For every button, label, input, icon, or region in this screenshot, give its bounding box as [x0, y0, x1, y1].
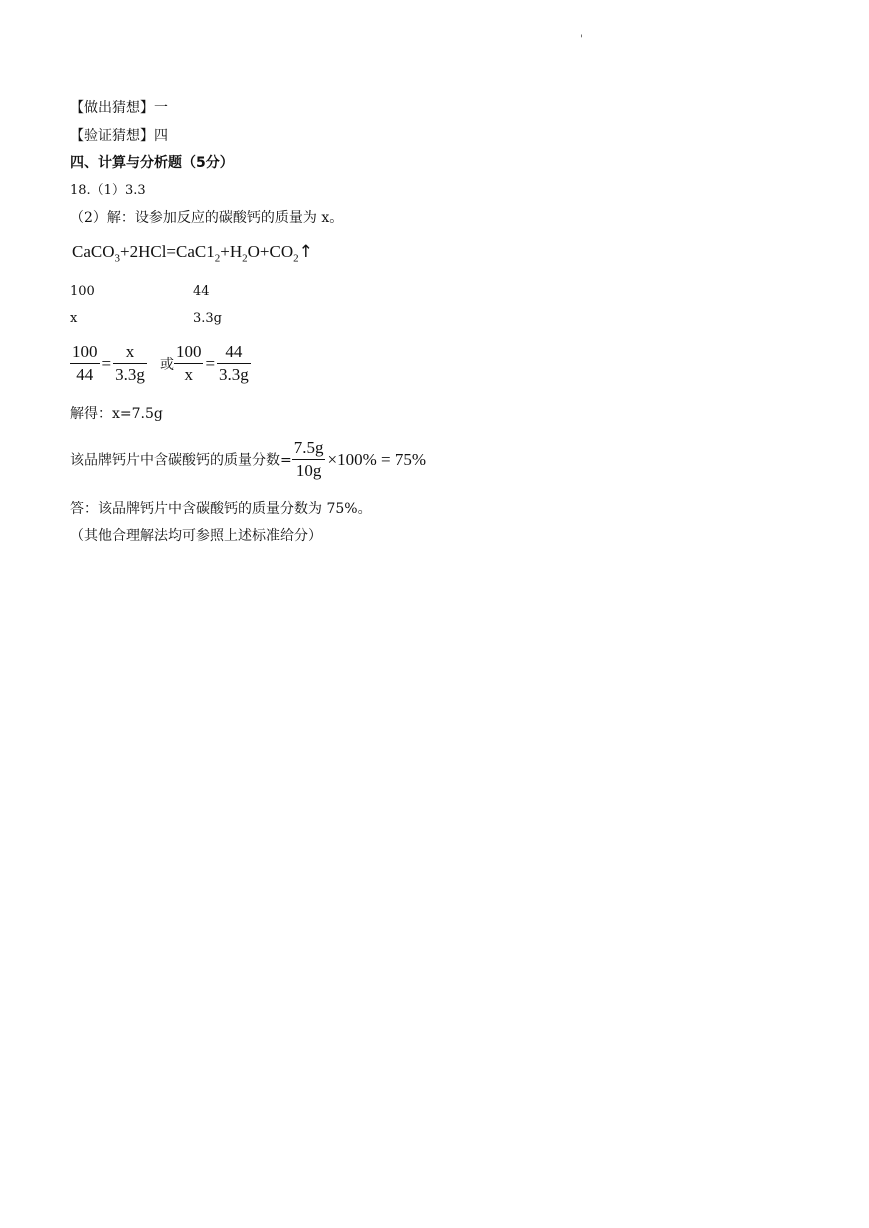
ratio-row1-right: 44: [193, 284, 210, 299]
grading-note: （其他合理解法均可参照上述标准给分）: [70, 528, 322, 544]
answer-line: 答：该品牌钙片中含碳酸钙的质量分数为 75%。: [70, 501, 372, 517]
solve-line: 解得：x=7.5g: [70, 406, 163, 422]
mass-fraction: $\frac{7.5g}{10g}$: [293, 438, 324, 480]
mass-fraction-suffix: ×100% = 75%: [327, 449, 426, 469]
fraction-4: $\frac{44}{3.3g}$: [219, 342, 249, 384]
eq-sub-d: 2: [293, 252, 299, 265]
verify-line: 【验证猜想】四: [70, 128, 168, 144]
mass-fraction-line: [70, 438, 428, 481]
fraction-2: $\frac{x}{3.3g}$: [115, 342, 145, 384]
eq-part-c: +H: [220, 242, 243, 261]
eq-part-b: +2HCl=CaC1: [120, 242, 215, 261]
chemical-equation: [72, 242, 313, 264]
eq-sub-b: 2: [214, 252, 221, 265]
q18-part1: 18.（1）3.3: [70, 183, 146, 198]
eq-part-a: CaCO: [72, 242, 115, 261]
ratio-row2-left: x: [70, 311, 78, 326]
eq-sub-c: 2: [242, 252, 248, 265]
q18-part2: （2）解：设参加反应的碳酸钙的质量为 x。: [70, 210, 344, 226]
guess-line: 【做出猜想】一: [70, 100, 168, 116]
eq-part-d: O+CO: [247, 242, 294, 261]
ratio-row1-left: 100: [70, 284, 95, 299]
mass-fraction-prefix: 该品牌钙片中含碳酸钙的质量分数=: [70, 452, 292, 469]
or-word: 或: [159, 356, 174, 373]
proportion-row: [70, 342, 251, 385]
section-heading: 四、计算与分析题（5分）: [70, 155, 234, 171]
equals-2: =: [205, 353, 216, 373]
fraction-3: $\frac{100}{x}$: [175, 342, 202, 384]
eq-sub-a: 3: [114, 252, 120, 265]
equals-1: =: [101, 353, 112, 373]
ratio-row2-right: 3.3g: [193, 311, 222, 326]
fraction-1: $\frac{100}{44}$: [72, 342, 98, 384]
page-mark: ': [580, 34, 583, 45]
gas-arrow-icon: ↑: [298, 242, 313, 262]
